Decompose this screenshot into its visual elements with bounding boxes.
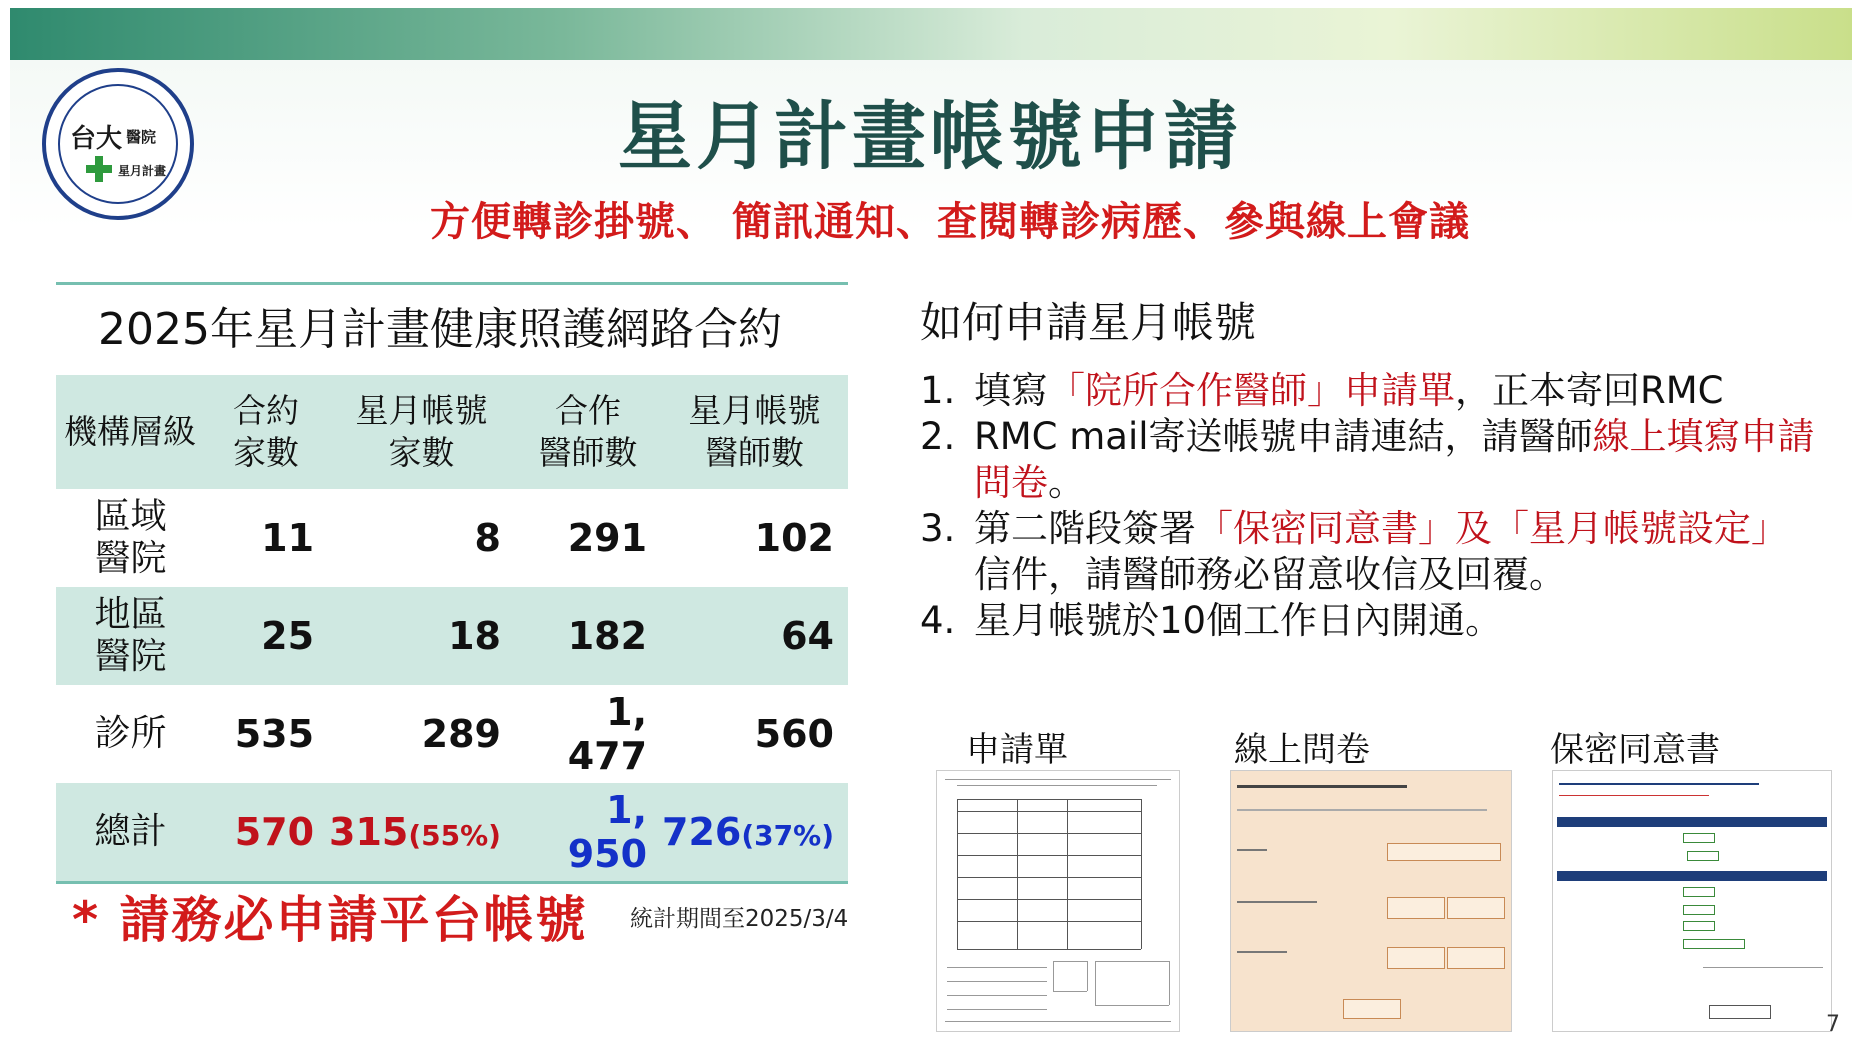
step-highlight-text: 線上填寫申請問卷 [974, 415, 1815, 504]
apply-steps-list [920, 368, 1820, 644]
step-number: 3. [920, 507, 956, 550]
row-star-accounts: 8 [328, 489, 515, 587]
how-to-apply-heading: 如何申請星月帳號 [920, 298, 1257, 347]
table-title: 2025年星月計畫健康照護網路合約 [98, 304, 782, 355]
thumb-label-form: 申請單 [966, 730, 1068, 770]
step-highlight-text: 「保密同意書」及「星月帳號設定」 [1196, 507, 1788, 550]
step-text: ，正本寄回RMC [1455, 369, 1724, 412]
row-star-accounts: 289 [328, 685, 515, 783]
thumb-label-nda: 保密同意書 [1550, 730, 1720, 770]
page-title: 星月計畫帳號申請 [618, 94, 1242, 180]
col-header-level: 機構層級 [56, 375, 204, 489]
online-survey-thumbnail [1230, 770, 1512, 1032]
table-row [56, 685, 848, 783]
row-star-doctors: 102 [661, 489, 848, 587]
col-header-contracts: 合約 家數 [204, 375, 328, 489]
step-text: 星月帳號於10個工作日內開通。 [974, 599, 1503, 642]
total-star-accounts: 315(55%) [328, 783, 515, 881]
col-header-doctors: 合作 醫師數 [515, 375, 661, 489]
step-text: 第二階段簽署 [974, 507, 1196, 550]
step-text: RMC mail寄送帳號申請連結，請醫師 [974, 415, 1593, 458]
step-number: 4. [920, 599, 956, 642]
logo-sub-text: 醫院 [126, 128, 157, 146]
col-header-star-doctors: 星月帳號 醫師數 [661, 375, 848, 489]
logo-program-text: 星月計畫 [118, 164, 167, 178]
step-text: 。 [1048, 461, 1085, 504]
col-header-star-accounts: 星月帳號 家數 [328, 375, 515, 489]
total-star-accounts-pct: (55%) [408, 819, 501, 852]
total-contracts: 570 [204, 783, 328, 881]
stats-period: 統計期間至2025/3/4 [630, 906, 849, 932]
total-star-doctors: 726(37%) [661, 783, 848, 881]
row-star-doctors: 560 [661, 685, 848, 783]
row-doctors: 291 [515, 489, 661, 587]
row-level: 診所 [56, 685, 204, 783]
total-label: 總計 [56, 783, 204, 881]
apply-step-2 [920, 414, 1820, 506]
contract-table [56, 375, 848, 881]
apply-notice: * 請務必申請平台帳號 [72, 891, 588, 949]
apply-step-4 [920, 598, 1820, 644]
table-header-row [56, 375, 848, 489]
apply-step-1 [920, 368, 1820, 414]
row-star-accounts: 18 [328, 587, 515, 685]
table-total-row [56, 783, 848, 881]
row-contracts: 11 [204, 489, 328, 587]
step-text: 填寫 [974, 369, 1048, 412]
contract-table-panel [56, 282, 848, 884]
step-highlight-text: 「院所合作醫師」申請單 [1048, 369, 1455, 412]
row-contracts: 535 [204, 685, 328, 783]
row-level: 地區 醫院 [56, 587, 204, 685]
row-doctors: 1, 477 [515, 685, 661, 783]
page-subtitle: 方便轉診掛號、 簡訊通知、查閱轉診病歷、參與線上會議 [430, 199, 1470, 245]
total-star-doctors-pct: (37%) [741, 819, 834, 852]
nda-thumbnail [1552, 770, 1832, 1032]
thumb-label-survey: 線上問卷 [1234, 730, 1370, 770]
step-number: 1. [920, 369, 956, 412]
logo-main-text: 台大 [70, 124, 123, 154]
row-star-doctors: 64 [661, 587, 848, 685]
table-row [56, 587, 848, 685]
top-gradient-bar [10, 8, 1852, 60]
apply-step-3 [920, 506, 1820, 598]
row-level: 區域 醫院 [56, 489, 204, 587]
total-doctors: 1, 950 [515, 783, 661, 881]
step-number: 2. [920, 415, 956, 458]
row-contracts: 25 [204, 587, 328, 685]
table-row [56, 489, 848, 587]
application-form-thumbnail [936, 770, 1180, 1032]
page-number: 7 [1826, 1012, 1840, 1037]
step-text: 信件，請醫師務必留意收信及回覆。 [974, 553, 1566, 596]
row-doctors: 182 [515, 587, 661, 685]
